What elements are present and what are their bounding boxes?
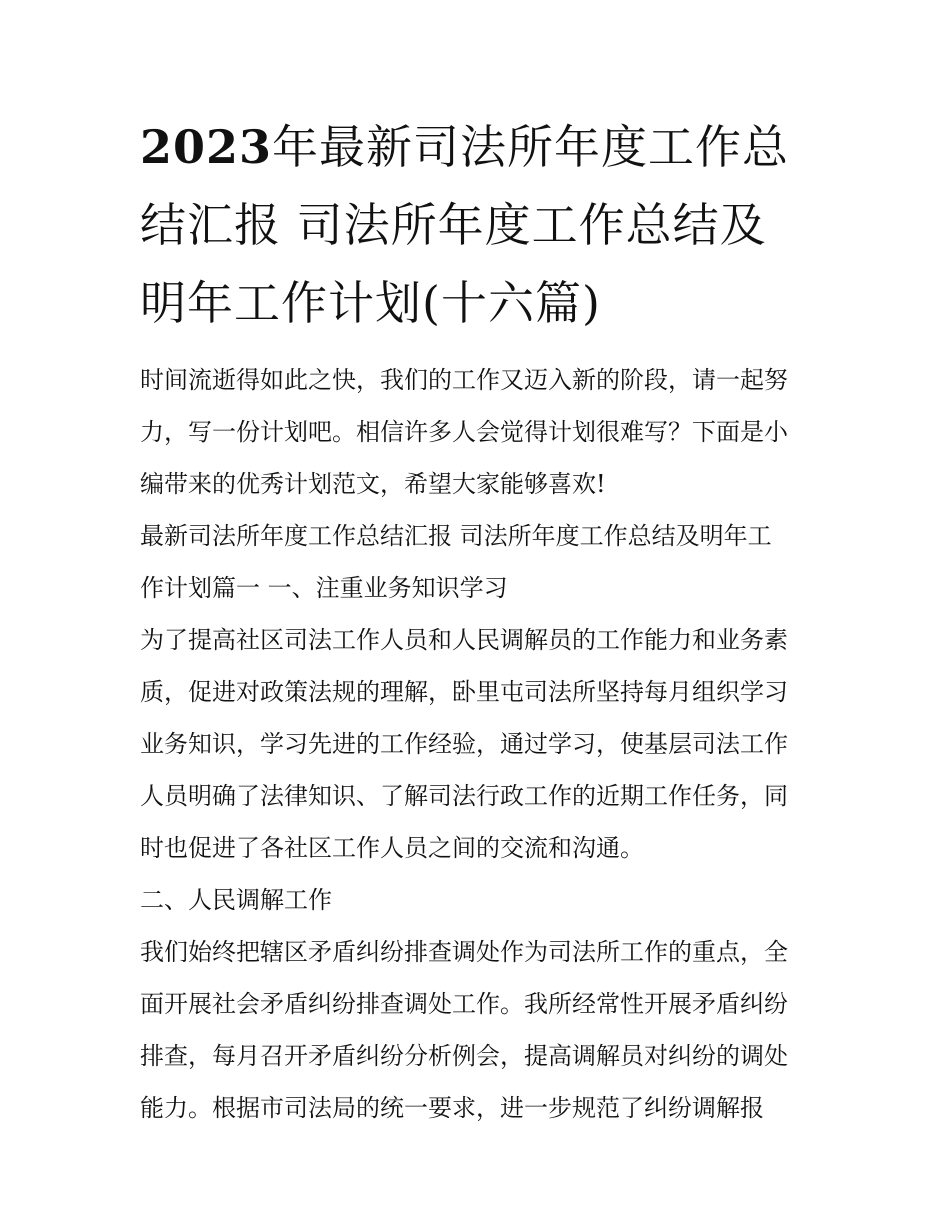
body-line: 质，促进对政策法规的理解，卧里屯司法所坚持每月组织学习	[140, 678, 788, 706]
section-heading: 二、人民调解工作	[140, 886, 332, 914]
body-line: 最新司法所年度工作总结汇报 司法所年度工作总结及明年工	[140, 522, 772, 550]
body-line: 力，写一份计划吧。相信许多人会觉得计划很难写？下面是小	[140, 418, 788, 446]
body-line: 能力。根据市司法局的统一要求，进一步规范了纠纷调解报	[140, 1094, 764, 1122]
title-line-1	[140, 108, 820, 186]
body-line: 作计划篇一 一、注重业务知识学习	[140, 574, 508, 602]
body-line: 我们始终把辖区矛盾纠纷排查调处作为司法所工作的重点，全	[140, 938, 788, 966]
title-line-1-text: 年最新司法所年度工作总	[272, 120, 790, 174]
body-line: 时也促进了各社区工作人员之间的交流和沟通。	[140, 834, 644, 862]
document-body	[140, 354, 820, 1134]
body-line: 时间流逝得如此之快，我们的工作又迈入新的阶段，请一起努	[140, 366, 788, 394]
body-line: 排查，每月召开矛盾纠纷分析例会，提高调解员对纠纷的调处	[140, 1042, 788, 1070]
title-year: 2023	[140, 120, 273, 174]
document-title	[140, 108, 820, 342]
body-line: 为了提高社区司法工作人员和人民调解员的工作能力和业务素	[140, 626, 788, 654]
body-line: 编带来的优秀计划范文，希望大家能够喜欢!	[140, 470, 606, 498]
title-line-3: 明年工作计划(十六篇)	[140, 276, 601, 330]
body-line: 面开展社会矛盾纠纷排查调处工作。我所经常性开展矛盾纠纷	[140, 990, 788, 1018]
title-line-2: 结汇报 司法所年度工作总结及	[140, 198, 767, 252]
body-line: 业务知识，学习先进的工作经验，通过学习，使基层司法工作	[140, 730, 788, 758]
body-line: 人员明确了法律知识、了解司法行政工作的近期工作任务，同	[140, 782, 788, 810]
